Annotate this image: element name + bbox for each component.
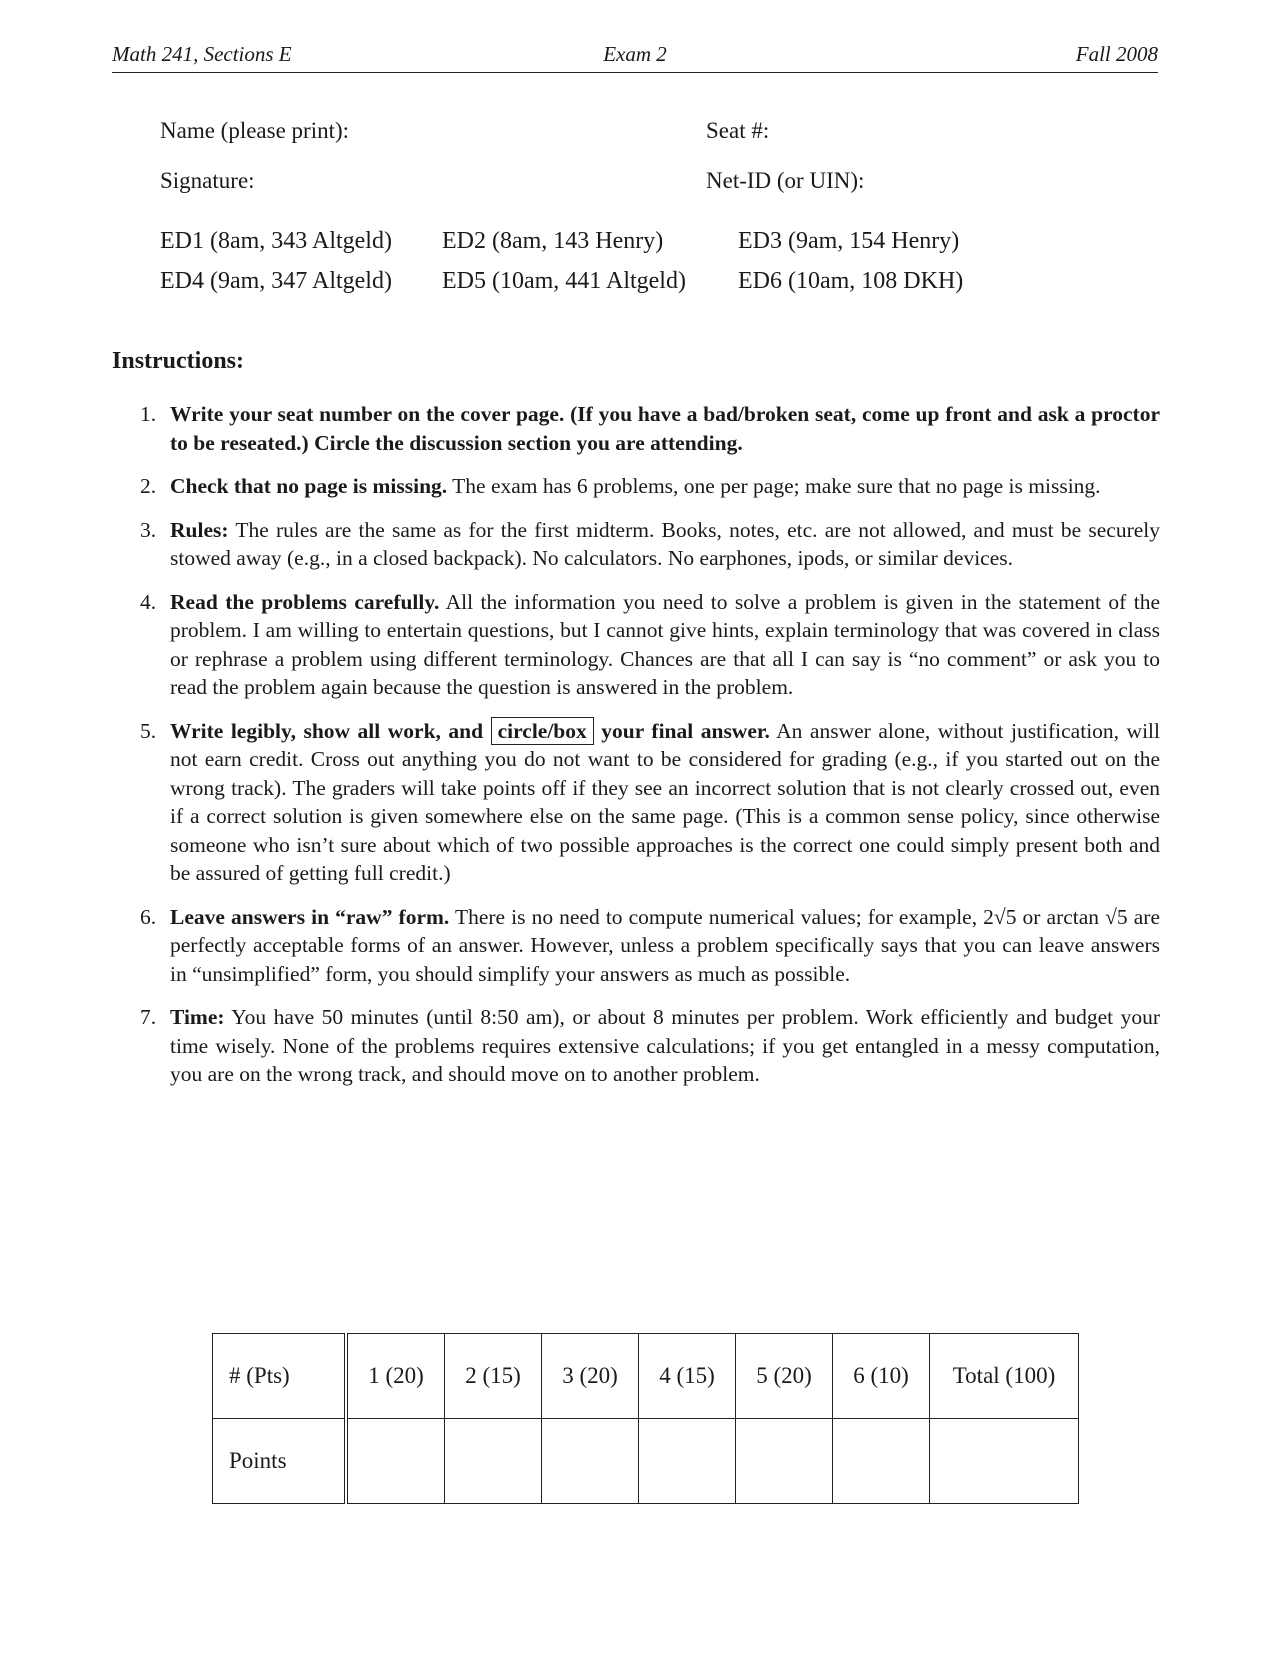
row-header-points: Points <box>213 1419 347 1504</box>
section-option[interactable]: ED6 (10am, 108 DKH) <box>738 268 964 294</box>
page-header <box>112 40 1158 73</box>
section-option[interactable]: ED4 (9am, 347 Altgeld) <box>160 268 392 294</box>
column-header: 5 (20) <box>736 1334 833 1419</box>
instructions-list <box>140 400 1160 1104</box>
list-item: 1. Write your seat number on the cover page. (If you have a bad/broken seat, come up front and ask a proctor to be reseated.) Circle the discussion section you are attending. <box>140 402 1160 455</box>
list-item: 4. Read the problems carefully. All the information you need to solve a problem is given in the statement of the problem. I am willing to entertain questions, but I cannot give hints, explain terminology that was covered in class or rephrase a problem using different terminology. Chances are that all I can say is “no comment” or ask you to read the problem again because the question is answered in the problem. <box>140 589 1160 699</box>
column-header: 2 (15) <box>445 1334 542 1419</box>
signature-label: Signature: <box>160 168 255 193</box>
boxed-phrase: circle/box <box>491 717 594 745</box>
column-header-total: Total (100) <box>930 1334 1079 1419</box>
list-item: 5. Write legibly, show all work, and circle/box your final answer. An answer alone, without justification, will not earn credit. Cross out anything you do not want to be considered for grading (e.g., if you started out on the wrong track). The graders will take points off if they see an incorrect solution that is not clearly crossed out, even if a correct solution is given somewhere else on the same page. (This is a common sense policy, since otherwise someone who isn’t sure about which of two possible approaches is the correct one could simply present both and be assured of getting full credit.) <box>140 718 1161 885</box>
term-label: Fall 2008 <box>1075 42 1158 66</box>
name-label: Name (please print): <box>160 118 350 143</box>
points-cell[interactable] <box>736 1419 833 1504</box>
instructions-heading: Instructions: <box>112 348 245 374</box>
section-option[interactable]: ED2 (8am, 143 Henry) <box>442 228 664 254</box>
seat-label: Seat #: <box>706 118 770 143</box>
points-cell[interactable] <box>542 1419 639 1504</box>
list-item: 7. Time: You have 50 minutes (until 8:50 am), or about 8 minutes per problem. Work efficiently and budget your time wisely. None of the problems requires extensive calculations; if you get entangled in a messy computation, you are on the wrong track, and should move on to another problem. <box>140 1005 1160 1086</box>
row-header-pts: # (Pts) <box>213 1334 347 1419</box>
column-header: 1 (20) <box>346 1334 445 1419</box>
section-option[interactable]: ED1 (8am, 343 Altgeld) <box>160 228 392 254</box>
section-option[interactable]: ED3 (9am, 154 Henry) <box>738 228 960 254</box>
table-row <box>213 1419 1079 1504</box>
list-item: 6. Leave answers in “raw” form. There is no need to compute numerical values; for example, 2√5 or arctan √5 are perfectly acceptable forms of an answer. However, unless a problem specifically says that you can leave answers in “unsimplified” form, you should simplify your answers as much as possible. <box>140 904 1160 986</box>
section-option[interactable]: ED5 (10am, 441 Altgeld) <box>442 268 686 294</box>
netid-label: Net-ID (or UIN): <box>706 168 865 193</box>
exam-title: Exam 2 <box>603 42 667 66</box>
score-table <box>212 1333 1079 1504</box>
column-header: 3 (20) <box>542 1334 639 1419</box>
column-header: 6 (10) <box>833 1334 930 1419</box>
list-item: 2. Check that no page is missing. The exam has 6 problems, one per page; make sure that no page is missing. <box>140 474 1101 498</box>
points-cell[interactable] <box>639 1419 736 1504</box>
points-cell[interactable] <box>833 1419 930 1504</box>
list-item: 3. Rules: The rules are the same as for the first midterm. Books, notes, etc. are not allowed, and must be securely stowed away (e.g., in a closed backpack). No calculators. No earphones, ipods, or similar devices. <box>140 517 1160 570</box>
table-row <box>213 1334 1079 1419</box>
column-header: 4 (15) <box>639 1334 736 1419</box>
points-cell[interactable] <box>445 1419 542 1504</box>
course-title: Math 241, Sections E <box>112 42 292 66</box>
points-cell[interactable] <box>346 1419 445 1504</box>
total-points-cell[interactable] <box>930 1419 1079 1504</box>
